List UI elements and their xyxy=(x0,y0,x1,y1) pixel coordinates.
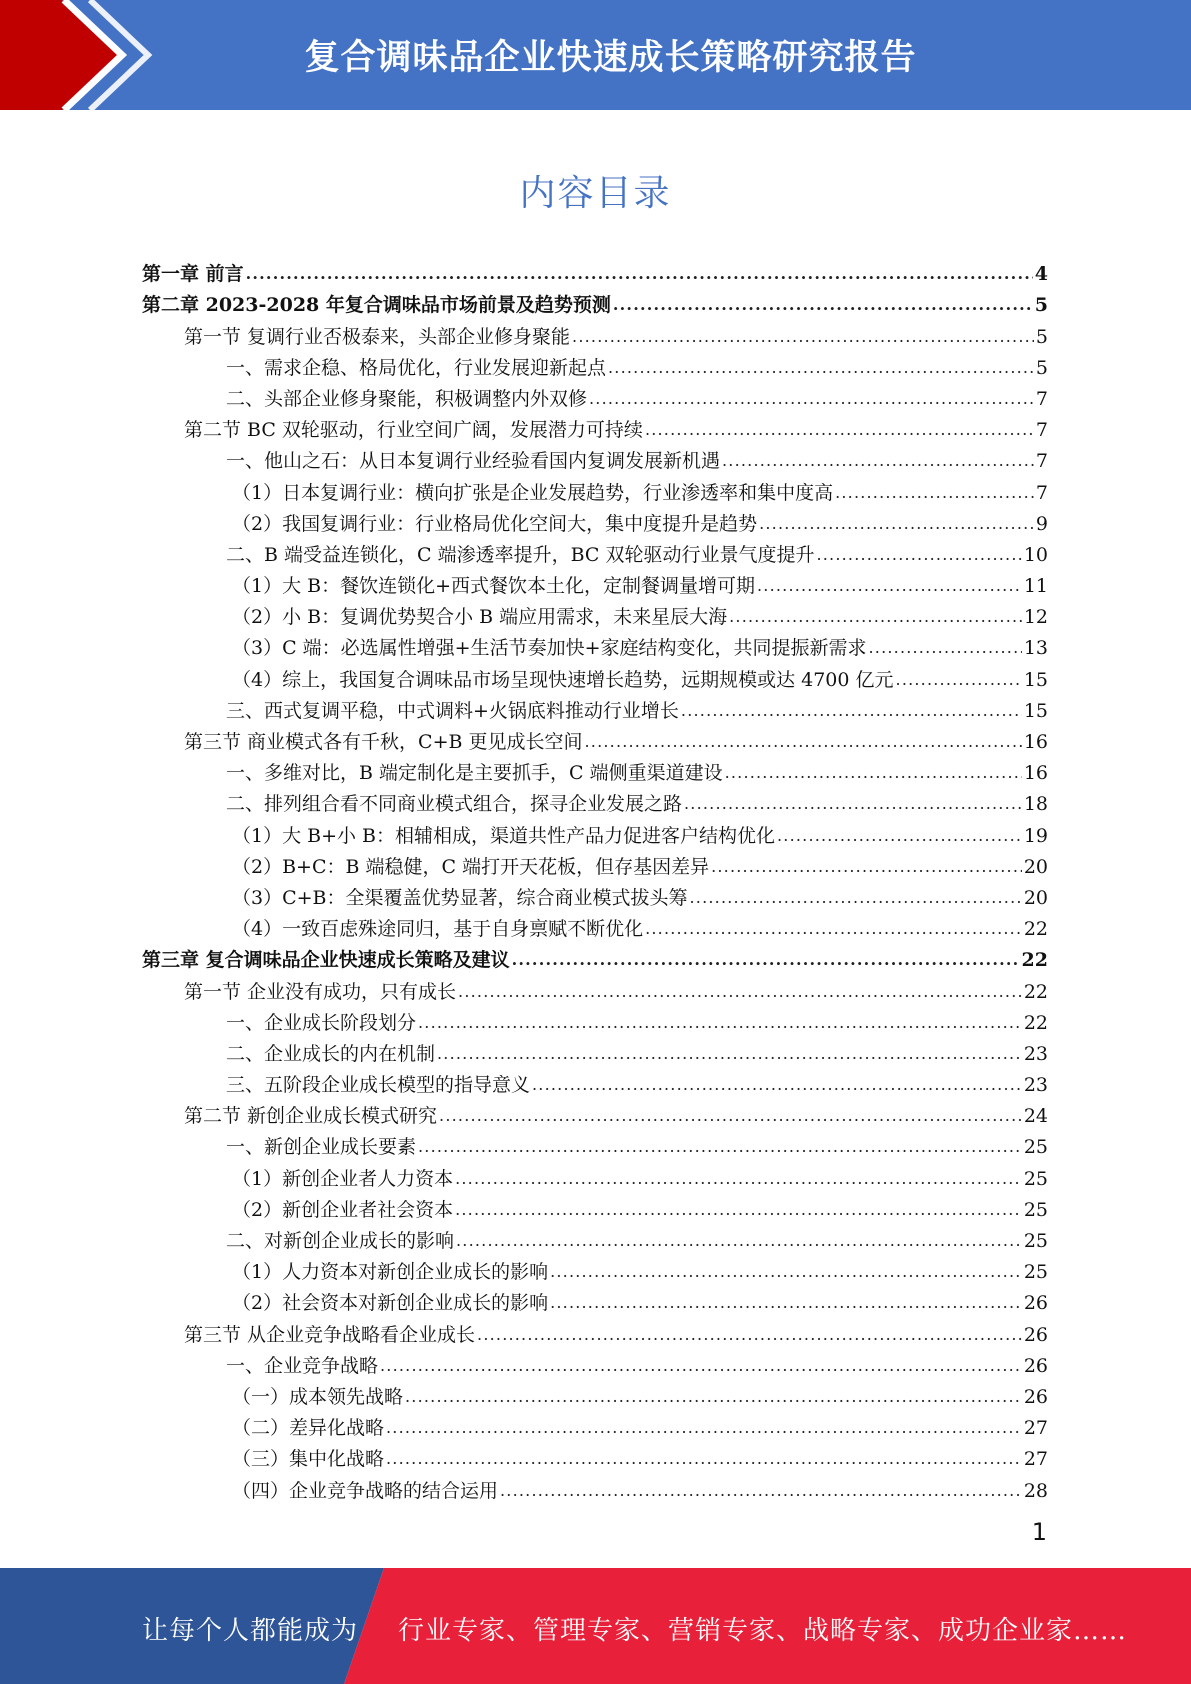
toc-entry-title: 一、企业竞争战略 xyxy=(226,1354,379,1377)
toc-entry-page: 15 xyxy=(1023,668,1048,691)
toc-entry[interactable] xyxy=(142,1223,1048,1254)
toc-leader-dots xyxy=(380,1353,1022,1379)
toc-entry-title: （四）企业竞争战略的结合运用 xyxy=(232,1479,499,1502)
toc-entry-page: 4 xyxy=(1034,263,1048,286)
toc-leader-dots xyxy=(684,791,1022,817)
toc-entry-title: （3）C 端：必选属性增强+生活节奏加快+家庭结构变化，共同提振新需求 xyxy=(232,637,867,660)
toc-leader-dots xyxy=(386,1415,1022,1441)
toc-entry-title: 二、排列组合看不同商业模式组合，探寻企业发展之路 xyxy=(226,793,683,816)
toc-entry-page: 26 xyxy=(1023,1354,1048,1377)
toc-entry-title: （1）日本复调行业：横向扩张是企业发展趋势，行业渗透率和集中度高 xyxy=(232,481,834,504)
toc-entry[interactable] xyxy=(142,1067,1048,1098)
toc-leader-dots xyxy=(835,480,1034,506)
toc-entry-title: 一、新创企业成长要素 xyxy=(226,1136,417,1159)
toc-entry-title: （2）B+C：B 端稳健，C 端打开天花板，但存基因差异 xyxy=(232,855,710,878)
toc-entry-title: 第三章 复合调味品企业快速成长策略及建议 xyxy=(142,949,510,972)
page-footer xyxy=(0,1568,1191,1684)
toc-entry-page: 24 xyxy=(1023,1105,1048,1128)
toc-leader-dots xyxy=(759,511,1034,537)
toc-entry[interactable] xyxy=(142,287,1048,318)
toc-entry-title: 三、五阶段企业成长模型的指导意义 xyxy=(226,1074,531,1097)
toc-entry-page: 7 xyxy=(1035,481,1048,504)
toc-entry[interactable] xyxy=(142,1254,1048,1285)
toc-entry[interactable] xyxy=(142,350,1048,381)
toc-leader-dots xyxy=(645,916,1022,942)
toc-entry-title: 一、需求企稳、格局优化，行业发展迎新起点 xyxy=(226,356,607,379)
toc-entry[interactable] xyxy=(142,942,1048,973)
table-of-contents xyxy=(142,256,1048,1504)
toc-heading: 内容目录 xyxy=(519,173,672,214)
toc-entry-title: 第三节 商业模式各有千秋，C+B 更见成长空间 xyxy=(184,731,583,753)
toc-leader-dots xyxy=(816,542,1021,568)
toc-leader-dots xyxy=(608,355,1034,381)
toc-entry-page: 16 xyxy=(1023,731,1048,753)
toc-entry-title: （2）小 B：复调优势契合小 B 端应用需求，未来星辰大海 xyxy=(232,606,728,629)
toc-entry-title: （三）集中化战略 xyxy=(232,1448,385,1471)
toc-entry-title: 一、多维对比，B 端定制化是主要抓手，C 端侧重渠道建设 xyxy=(226,762,723,785)
toc-entry[interactable] xyxy=(142,1348,1048,1379)
footer-slogan-left: 让每个人都能成为 xyxy=(142,1616,359,1646)
toc-entry-title: 三、西式复调平稳，中式调料+火锅底料推动行业增长 xyxy=(226,699,679,722)
toc-leader-dots xyxy=(456,1228,1022,1254)
toc-entry[interactable] xyxy=(142,1098,1048,1129)
toc-leader-dots xyxy=(896,667,1022,693)
toc-leader-dots xyxy=(572,324,1034,350)
toc-entry-title: （3）C+B：全渠覆盖优势显著，综合商业模式拔头筹 xyxy=(232,886,688,909)
toc-entry-page: 19 xyxy=(1023,824,1048,847)
toc-entry-page: 26 xyxy=(1023,1385,1048,1408)
toc-entry[interactable] xyxy=(142,1036,1048,1067)
toc-entry-page: 27 xyxy=(1023,1448,1048,1471)
toc-entry-page: 22 xyxy=(1021,949,1048,972)
toc-entry-title: （1）大 B：餐饮连锁化+西式餐饮本土化，定制餐调量增可期 xyxy=(232,575,756,598)
page-number: 1 xyxy=(1031,1518,1047,1546)
toc-leader-dots xyxy=(512,947,1020,973)
toc-entry[interactable] xyxy=(142,1410,1048,1441)
toc-entry[interactable] xyxy=(142,911,1048,942)
footer-slogan-right: 行业专家、管理专家、营销专家、战略专家、成功企业家…… xyxy=(398,1616,1128,1646)
toc-entry[interactable] xyxy=(142,443,1048,474)
toc-entry-page: 11 xyxy=(1023,575,1048,598)
toc-entry-page: 22 xyxy=(1023,1011,1048,1034)
toc-leader-dots xyxy=(777,823,1022,849)
toc-leader-dots xyxy=(437,1041,1022,1067)
toc-entry[interactable] xyxy=(142,474,1048,505)
toc-entry-title: （4）一致百虑殊途同归，基于自身禀赋不断优化 xyxy=(232,918,644,941)
toc-entry-page: 25 xyxy=(1023,1198,1048,1221)
toc-leader-dots xyxy=(418,1010,1022,1036)
toc-entry-page: 5 xyxy=(1035,356,1048,379)
toc-entry-title: 二、头部企业修身聚能，积极调整内外双修 xyxy=(226,387,588,410)
toc-entry[interactable] xyxy=(142,1005,1048,1036)
toc-entry[interactable] xyxy=(142,537,1048,568)
toc-entry[interactable] xyxy=(142,724,1048,755)
toc-leader-dots xyxy=(585,729,1022,755)
toc-entry-title: 一、他山之石：从日本复调行业经验看国内复调发展新机遇 xyxy=(226,450,721,473)
toc-entry-title: 第三节 从企业竞争战略看企业成长 xyxy=(184,1323,476,1346)
toc-leader-dots xyxy=(722,448,1034,474)
toc-entry-page: 5 xyxy=(1034,294,1048,317)
toc-entry-title: 第二节 新创企业成长模式研究 xyxy=(184,1105,438,1128)
toc-entry-title: （1）人力资本对新创企业成长的影响 xyxy=(232,1261,549,1284)
toc-leader-dots xyxy=(532,1072,1022,1098)
toc-entry[interactable] xyxy=(142,318,1048,349)
toc-entry-page: 22 xyxy=(1023,980,1048,1003)
toc-entry[interactable] xyxy=(142,1129,1048,1160)
toc-entry-page: 23 xyxy=(1023,1042,1048,1065)
toc-entry-page: 16 xyxy=(1023,762,1048,785)
toc-entry[interactable] xyxy=(142,786,1048,817)
toc-entry-page: 20 xyxy=(1023,855,1048,878)
toc-leader-dots xyxy=(246,261,1033,287)
toc-entry[interactable] xyxy=(142,817,1048,848)
toc-leader-dots xyxy=(418,1134,1022,1160)
toc-leader-dots xyxy=(386,1446,1022,1472)
toc-leader-dots xyxy=(757,573,1022,599)
toc-leader-dots xyxy=(439,1103,1022,1129)
toc-entry[interactable] xyxy=(142,412,1048,443)
toc-leader-dots xyxy=(613,292,1033,318)
toc-leader-dots xyxy=(477,1322,1022,1348)
toc-entry[interactable] xyxy=(142,1192,1048,1223)
toc-entry-page: 15 xyxy=(1023,699,1048,722)
toc-entry-page: 13 xyxy=(1023,637,1048,660)
toc-entry-page: 25 xyxy=(1023,1261,1048,1284)
toc-entry-title: 二、B 端受益连锁化，C 端渗透率提升，BC 双轮驱动行业景气度提升 xyxy=(226,543,815,566)
report-title: 复合调味品企业快速成长策略研究报告 xyxy=(304,38,917,78)
toc-leader-dots xyxy=(589,386,1034,412)
toc-leader-dots xyxy=(500,1478,1022,1504)
toc-entry[interactable] xyxy=(142,506,1048,537)
toc-entry-page: 26 xyxy=(1023,1292,1048,1315)
toc-entry-page: 10 xyxy=(1023,543,1048,566)
toc-entry[interactable] xyxy=(142,661,1048,692)
toc-leader-dots xyxy=(681,698,1022,724)
toc-entry-title: （1）新创企业者人力资本 xyxy=(232,1167,454,1190)
toc-entry-page: 27 xyxy=(1023,1417,1048,1440)
toc-entry-page: 5 xyxy=(1035,325,1048,348)
toc-entry-title: （一）成本领先战略 xyxy=(232,1385,404,1408)
toc-entry-page: 7 xyxy=(1035,450,1048,473)
toc-leader-dots xyxy=(458,979,1022,1005)
toc-entry-title: 二、企业成长的内在机制 xyxy=(226,1042,436,1065)
toc-entry[interactable] xyxy=(142,755,1048,786)
toc-entry-title: 二、对新创企业成长的影响 xyxy=(226,1230,455,1252)
toc-entry-title: 第一章 前言 xyxy=(142,263,244,286)
toc-entry[interactable] xyxy=(142,381,1048,412)
toc-entry-page: 25 xyxy=(1023,1167,1048,1190)
toc-entry-page: 25 xyxy=(1023,1230,1048,1252)
toc-leader-dots xyxy=(550,1290,1022,1316)
toc-leader-dots xyxy=(869,635,1022,661)
toc-entry[interactable] xyxy=(142,880,1048,911)
toc-entry[interactable] xyxy=(142,1441,1048,1472)
toc-leader-dots xyxy=(725,760,1022,786)
toc-entry[interactable] xyxy=(142,1379,1048,1410)
toc-entry[interactable] xyxy=(142,849,1048,880)
toc-entry-page: 18 xyxy=(1023,793,1048,816)
toc-entry[interactable] xyxy=(142,256,1048,287)
toc-entry[interactable] xyxy=(142,1472,1048,1503)
toc-entry-page: 25 xyxy=(1023,1136,1048,1159)
toc-entry[interactable] xyxy=(142,973,1048,1004)
toc-entry[interactable] xyxy=(142,1160,1048,1191)
toc-entry-page: 26 xyxy=(1023,1323,1048,1346)
toc-entry[interactable] xyxy=(142,630,1048,661)
toc-leader-dots xyxy=(690,885,1022,911)
page-header xyxy=(0,0,1191,110)
toc-leader-dots xyxy=(405,1384,1022,1410)
toc-entry-page: 28 xyxy=(1023,1479,1048,1502)
toc-entry-page: 22 xyxy=(1023,918,1048,941)
toc-entry-title: 第一节 企业没有成功，只有成长 xyxy=(184,980,457,1003)
toc-entry[interactable] xyxy=(142,599,1048,630)
toc-entry-title: 一、企业成长阶段划分 xyxy=(226,1011,417,1034)
toc-entry[interactable] xyxy=(142,1285,1048,1316)
toc-entry-title: 第二节 BC 双轮驱动，行业空间广阔，发展潜力可持续 xyxy=(184,419,643,442)
toc-entry-page: 23 xyxy=(1023,1074,1048,1097)
toc-leader-dots xyxy=(455,1197,1022,1223)
toc-entry-title: （2）我国复调行业：行业格局优化空间大，集中度提升是趋势 xyxy=(232,512,758,535)
toc-entry-title: （二）差异化战略 xyxy=(232,1417,385,1440)
toc-entry-title: （2）社会资本对新创企业成长的影响 xyxy=(232,1292,549,1315)
toc-entry-page: 20 xyxy=(1023,886,1048,909)
toc-entry-title: （2）新创企业者社会资本 xyxy=(232,1198,454,1221)
toc-leader-dots xyxy=(729,604,1022,630)
toc-entry-title: 第二章 2023-2028 年复合调味品市场前景及趋势预测 xyxy=(142,294,611,317)
toc-leader-dots xyxy=(645,417,1034,443)
toc-leader-dots xyxy=(455,1166,1022,1192)
toc-entry-title: （4）综上，我国复合调味品市场呈现快速增长趋势，远期规模或达 4700 亿元 xyxy=(232,668,894,691)
toc-leader-dots xyxy=(550,1259,1022,1285)
toc-entry[interactable] xyxy=(142,693,1048,724)
toc-entry[interactable] xyxy=(142,568,1048,599)
toc-entry[interactable] xyxy=(142,1316,1048,1347)
toc-entry-page: 7 xyxy=(1035,419,1048,442)
toc-entry-title: 第一节 复调行业否极泰来，头部企业修身聚能 xyxy=(184,325,571,348)
toc-entry-page: 9 xyxy=(1035,512,1048,535)
toc-entry-page: 7 xyxy=(1035,387,1048,410)
toc-entry-page: 12 xyxy=(1023,606,1048,629)
toc-leader-dots xyxy=(711,854,1022,880)
toc-entry-title: （1）大 B+小 B：相辅相成，渠道共性产品力促进客户结构优化 xyxy=(232,824,776,847)
